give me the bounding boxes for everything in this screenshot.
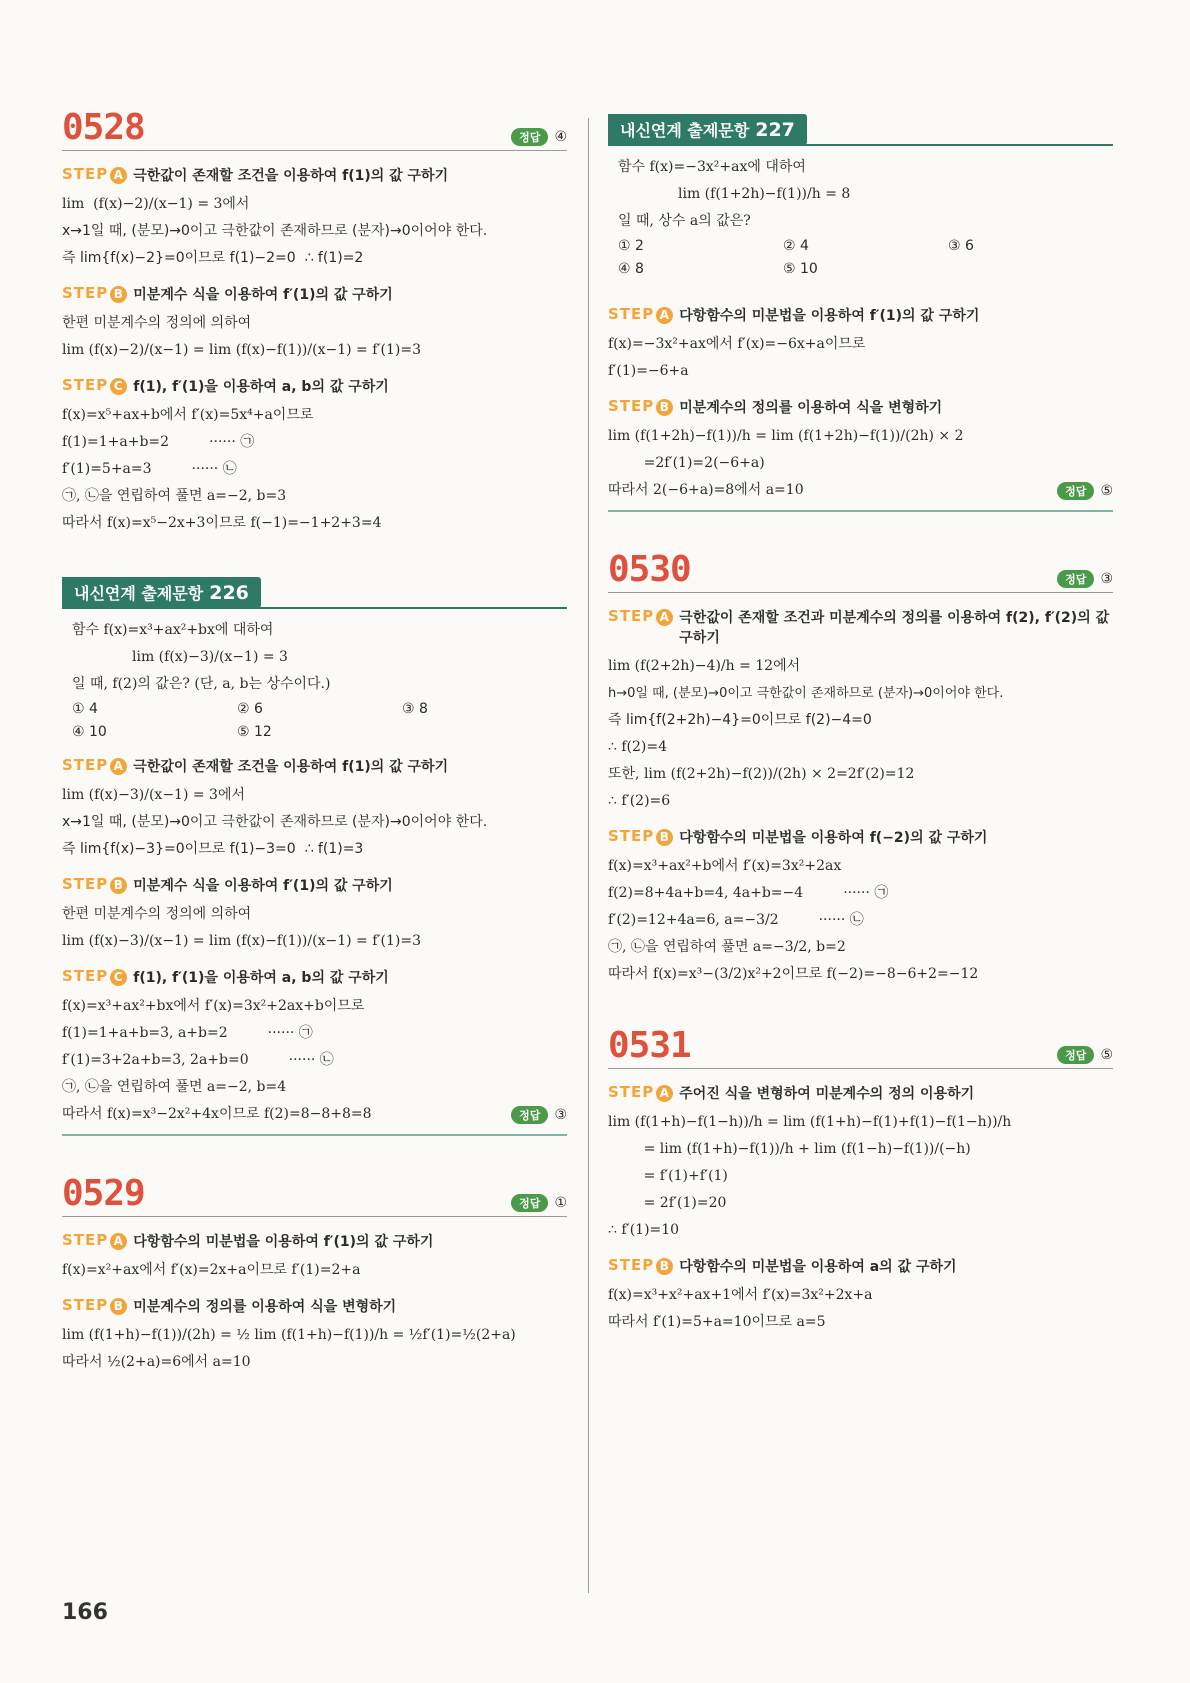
step-c: STEP C f(1), f′(1)을 이용하여 a, b의 값 구하기 [62, 967, 389, 986]
answer [511, 128, 567, 146]
problem-0531 [608, 1025, 1113, 1336]
choice: ④ 10 [72, 724, 107, 740]
solution-line: =2f′(1)=2(−6+a) [608, 455, 765, 471]
solution-line: ㉠, ㉡을 연립하여 풀면 a=−3/2, b=2 [608, 939, 846, 955]
solution-line: 따라서 ½(2+a)=6에서 a=10 [62, 1354, 251, 1370]
step-b: STEP B 다항함수의 미분법을 이용하여 f(−2)의 값 구하기 [608, 827, 988, 846]
linked-problem-header: 내신연계 출제문항 227 [608, 114, 807, 145]
answer-badge: 정답 [511, 1194, 548, 1212]
answer [511, 1101, 567, 1128]
problem-header [62, 107, 567, 151]
solution-line: h→0일 때, (분모)→0이고 극한값이 존재하므로 (분자)→0이어야 한다. [608, 686, 1004, 701]
answer-badge: 정답 [511, 1106, 548, 1124]
answer-badge: 정답 [511, 128, 548, 146]
answer-badge: 정답 [1057, 570, 1094, 588]
problem-text: lim (f(x)−3)/(x−1) = 3 [132, 649, 288, 665]
solution-line: f(x)=x⁵+ax+b에서 f′(x)=5x⁴+a이므로 [62, 407, 314, 423]
choice: ② 4 [783, 238, 809, 254]
problem-text: 일 때, 상수 a의 값은? [618, 213, 751, 229]
solution-line: = lim (f(1+h)−f(1))/h + lim (f(1−h)−f(1))/(−h) [608, 1141, 971, 1157]
answer-value: ① [554, 1195, 567, 1211]
linked-problem-header: 내신연계 출제문항 226 [62, 577, 261, 608]
solution-line: f′(1)=−6+a [608, 363, 689, 379]
step-c: STEP C f(1), f′(1)을 이용하여 a, b의 값 구하기 [62, 376, 389, 395]
solution-line: f(x)=x³+ax²+b에서 f′(x)=3x²+2ax [608, 858, 842, 874]
equation-mark: ······ ㉡ [191, 461, 237, 477]
solution-line: 따라서 f(x)=x³−(3/2)x²+2이므로 f(−2)=−8−6+2=−12 [608, 966, 979, 982]
step-b: STEP B 다항함수의 미분법을 이용하여 a의 값 구하기 [608, 1256, 957, 1275]
solution-line: f′(1)=5+a=3 ······ ㉡ [62, 456, 567, 483]
solution-line: f(x)=−3x²+ax에서 f′(x)=−6x+a이므로 [608, 336, 866, 352]
answer-badge: 정답 [1057, 482, 1094, 500]
right-column [608, 110, 1113, 1376]
choice: ③ 6 [948, 238, 974, 254]
solution-line: f′(1)=3+2a+b=3, 2a+b=0 ······ ㉡ [62, 1047, 567, 1074]
solution-line: lim (f(1+h)−f(1))/(2h) = ½ lim (f(1+h)−f(1))/h = ½f′(1)=½(2+a) [62, 1327, 516, 1343]
page-number: 166 [62, 1600, 108, 1625]
solution-line: f′(2)=12+4a=6, a=−3/2 ······ ㉡ [608, 907, 1113, 934]
choice: ④ 8 [618, 261, 644, 277]
solution-line: 또한, lim (f(2+2h)−f(2))/(2h) × 2=2f′(2)=12 [608, 766, 915, 782]
solution-line: f(x)=x³+ax²+bx에서 f′(x)=3x²+2ax+b이므로 [62, 998, 365, 1014]
problem-number: 0529 [62, 1173, 145, 1214]
solution-line: ㉠, ㉡을 연립하여 풀면 a=−2, b=4 [62, 1079, 287, 1095]
choice: ⑤ 12 [237, 724, 272, 740]
step-b: STEP B 미분계수의 정의를 이용하여 식을 변형하기 [608, 397, 943, 416]
solution-line: lim (f(x)−2)/(x−1) = lim (f(x)−f(1))/(x−1) = f′(1)=3 [62, 342, 422, 358]
problem-number: 0530 [608, 549, 691, 590]
choice: ② 6 [237, 701, 263, 717]
solution-line: 따라서 f′(1)=5+a=10이므로 a=5 [608, 1314, 826, 1330]
problem-header [62, 1173, 567, 1217]
solution-line: 즉 lim{f(x)−3}=0이므로 f(1)−3=0 ∴ f(1)=3 [62, 841, 364, 857]
step-a: STEP A 다항함수의 미분법을 이용하여 f′(1)의 값 구하기 [62, 1231, 434, 1250]
solution-line: lim (f(1+h)−f(1−h))/h = lim (f(1+h)−f(1)+f(1)−f(1−h))/h [608, 1114, 1012, 1130]
answer [511, 1194, 567, 1212]
solution-line: ∴ f′(1)=10 [608, 1222, 680, 1238]
solution-line: 따라서 f(x)=x³−2x²+4x이므로 f(2)=8−8+8=8 [62, 1106, 372, 1122]
left-column [62, 107, 567, 1416]
choice: ③ 8 [402, 701, 428, 717]
step-a: STEP A 다항함수의 미분법을 이용하여 f′(1)의 값 구하기 [608, 305, 980, 324]
solution-line: 따라서 2(−6+a)=8에서 a=10 [608, 482, 804, 498]
solution-line: f(1)=1+a+b=2 ······ ㉠ [62, 429, 567, 456]
equation-mark: ······ ㉡ [288, 1052, 334, 1068]
step-a: STEP A 주어진 식을 변형하여 미분계수의 정의 이용하기 [608, 1083, 975, 1102]
problem-header [608, 1025, 1113, 1069]
step-b: STEP B 미분계수 식을 이용하여 f′(1)의 값 구하기 [62, 284, 393, 303]
answer [1057, 477, 1113, 504]
linked-problem-227 [608, 114, 1113, 512]
solution-line: = f′(1)+f′(1) [608, 1168, 728, 1184]
solution-line: f(x)=x³+x²+ax+1에서 f′(x)=3x²+2x+a [608, 1287, 873, 1303]
solution-line: 한편 미분계수의 정의에 의하여 [62, 315, 252, 331]
solution-line: lim (f(x)−2)/(x−1) = 3에서 [62, 196, 250, 212]
solution-line: ∴ f′(2)=6 [608, 793, 671, 809]
problem-text: 일 때, f(2)의 값은? (단, a, b는 상수이다.) [72, 676, 331, 692]
solution-line: f(1)=1+a+b=3, a+b=2 ······ ㉠ [62, 1020, 567, 1047]
problem-number: 0531 [608, 1025, 691, 1066]
step-a: STEP A 극한값이 존재할 조건을 이용하여 f(1)의 값 구하기 [62, 165, 449, 184]
problem-header [608, 549, 1113, 593]
equation-mark: ······ ㉠ [267, 1025, 313, 1041]
answer-value: ⑤ [1100, 482, 1113, 499]
choices [62, 698, 567, 744]
step-b: STEP B 미분계수의 정의를 이용하여 식을 변형하기 [62, 1296, 397, 1315]
solution-line: lim (f(2+2h)−4)/h = 12에서 [608, 658, 801, 674]
solution-line: lim (f(1+2h)−f(1))/h = lim (f(1+2h)−f(1))/(2h) × 2 [608, 428, 964, 444]
choice: ① 4 [72, 701, 98, 717]
answer-value: ③ [1100, 571, 1113, 587]
problem-number: 0528 [62, 107, 145, 148]
equation-mark: ······ ㉡ [818, 912, 864, 928]
problem-0530 [608, 549, 1113, 988]
problem-text: 함수 f(x)=x³+ax²+bx에 대하여 [72, 622, 274, 638]
solution-line: 따라서 f(x)=x⁵−2x+3이므로 f(−1)=−1+2+3=4 [62, 515, 382, 531]
choices [608, 235, 1113, 281]
choice: ⑤ 10 [783, 261, 818, 277]
problem-0528 [62, 107, 567, 537]
answer [1057, 1046, 1113, 1064]
solution-line: x→1일 때, (분모)→0이고 극한값이 존재하므로 (분자)→0이어야 한다. [62, 223, 488, 239]
answer-badge: 정답 [1057, 1046, 1094, 1064]
step-a: STEP A 극한값이 존재할 조건을 이용하여 f(1)의 값 구하기 [62, 756, 449, 775]
equation-mark: ······ ㉠ [209, 434, 255, 450]
solution-line: x→1일 때, (분모)→0이고 극한값이 존재하므로 (분자)→0이어야 한다. [62, 814, 488, 830]
column-divider [588, 118, 589, 1593]
problem-text: lim (f(1+2h)−f(1))/h = 8 [678, 186, 851, 202]
step-b: STEP B 미분계수 식을 이용하여 f′(1)의 값 구하기 [62, 875, 393, 894]
solution-line: f(2)=8+4a+b=4, 4a+b=−4 ······ ㉠ [608, 880, 1113, 907]
problem-0529 [62, 1173, 567, 1376]
equation-mark: ······ ㉠ [843, 885, 889, 901]
step-a: STEP A 극한값이 존재할 조건과 미분계수의 정의를 이용하여 f(2), f′(2)의 값 구하기 [608, 607, 1110, 646]
solution-line: 한편 미분계수의 정의에 의하여 [62, 906, 252, 922]
solution-line: = 2f′(1)=20 [608, 1195, 727, 1211]
solution-line: lim (f(x)−3)/(x−1) = lim (f(x)−f(1))/(x−1) = f′(1)=3 [62, 933, 422, 949]
problem-text: 함수 f(x)=−3x²+ax에 대하여 [618, 159, 806, 175]
solution-line: ∴ f(2)=4 [608, 739, 668, 755]
linked-problem-226 [62, 577, 567, 1136]
choice: ① 2 [618, 238, 644, 254]
solution-line: 즉 lim{f(2+2h)−4}=0이므로 f(2)−4=0 [608, 712, 872, 728]
answer-value: ⑤ [1100, 1047, 1113, 1063]
solution-line: f(x)=x²+ax에서 f′(x)=2x+a이므로 f′(1)=2+a [62, 1262, 361, 1278]
solution-line: lim (f(x)−3)/(x−1) = 3에서 [62, 787, 246, 803]
answer-value: ③ [554, 1106, 567, 1123]
solution-line: 즉 lim{f(x)−2}=0이므로 f(1)−2=0 ∴ f(1)=2 [62, 250, 364, 266]
answer-value: ④ [554, 129, 567, 145]
solution-line: ㉠, ㉡을 연립하여 풀면 a=−2, b=3 [62, 488, 287, 504]
answer [1057, 570, 1113, 588]
